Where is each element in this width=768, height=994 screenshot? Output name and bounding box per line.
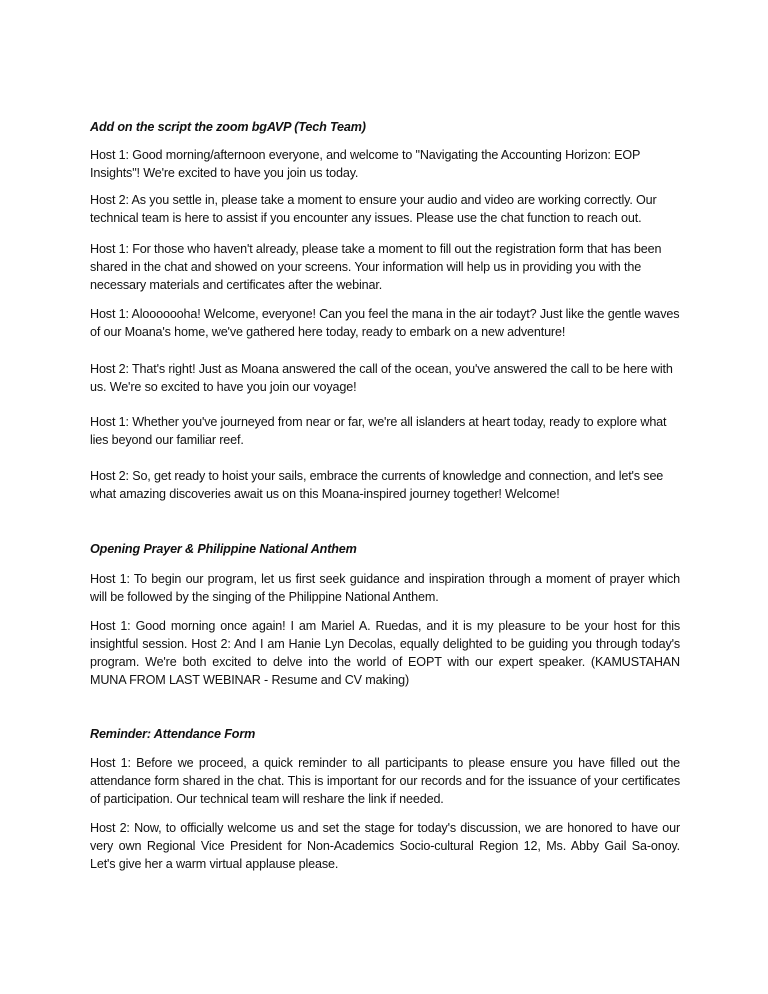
script-paragraph: Host 1: Good morning/afternoon everyone, and welcome to "Navigating the Accounting Horizon: EOP Insights"! We're excited to have you join us today. bbox=[90, 148, 641, 180]
script-paragraph: Host 2: So, get ready to hoist your sails, embrace the currents of knowledge and connection, and let's see what amazing discoveries await us on this Moana-inspired journey together! Welcome! bbox=[90, 469, 664, 501]
script-paragraph: Host 1: Alooooooha! Welcome, everyone! Can you feel the mana in the air todayt? Just like the gentle waves of our Moana's home, we've gathered here today, ready to embark on a new adventure! bbox=[90, 307, 680, 339]
script-paragraph: Host 1: Whether you've journeyed from near or far, we're all islanders at heart today, ready to explore what lies beyond our familiar reef. bbox=[90, 415, 667, 447]
script-paragraph: Host 1: For those who haven't already, please take a moment to fill out the registration form that has been shared in the chat and showed on your screens. Your information will help us in providing you with the necessary materials and certificates after the webinar. bbox=[90, 242, 662, 292]
script-paragraph: Host 2: Now, to officially welcome us and set the stage for today's discussion, we are honored to have our very own Regional Vice President for Non-Academics Socio-cultural Region 12, Ms. Abby Gail Sa-onoy. Let's give her a warm virtual applause please. bbox=[90, 821, 680, 871]
section-heading-tech-team: Add on the script the zoom bgAVP (Tech Team) bbox=[90, 120, 366, 134]
script-paragraph: Host 1: Good morning once again! I am Mariel A. Ruedas, and it is my pleasure to be your host for this insightful session. Host 2: And I am Hanie Lyn Decolas, equally delighted to be guiding you through today's program. We're both excited to delve into the world of EOPT with our expert speaker. (KAMUSTAHAN MUNA FROM LAST WEBINAR - Resume and CV making) bbox=[90, 619, 680, 687]
section-heading-attendance-form: Reminder: Attendance Form bbox=[90, 727, 256, 741]
script-paragraph: Host 1: Before we proceed, a quick reminder to all participants to please ensure you have filled out the attendance form shared in the chat. This is important for our records and for the issuance of your certificates of participation. Our technical team will reshare the link if needed. bbox=[90, 756, 680, 806]
section-heading-opening-prayer: Opening Prayer & Philippine National Anthem bbox=[90, 542, 357, 556]
script-paragraph: Host 2: That's right! Just as Moana answered the call of the ocean, you've answered the call to be here with us. We're so excited to have you join our voyage! bbox=[90, 362, 673, 394]
script-paragraph: Host 1: To begin our program, let us first seek guidance and inspiration through a moment of prayer which will be followed by the singing of the Philippine National Anthem. bbox=[90, 572, 680, 604]
script-paragraph: Host 2: As you settle in, please take a moment to ensure your audio and video are working correctly. Our technical team is here to assist if you encounter any issues. Please use the chat function to reach out. bbox=[90, 193, 657, 225]
